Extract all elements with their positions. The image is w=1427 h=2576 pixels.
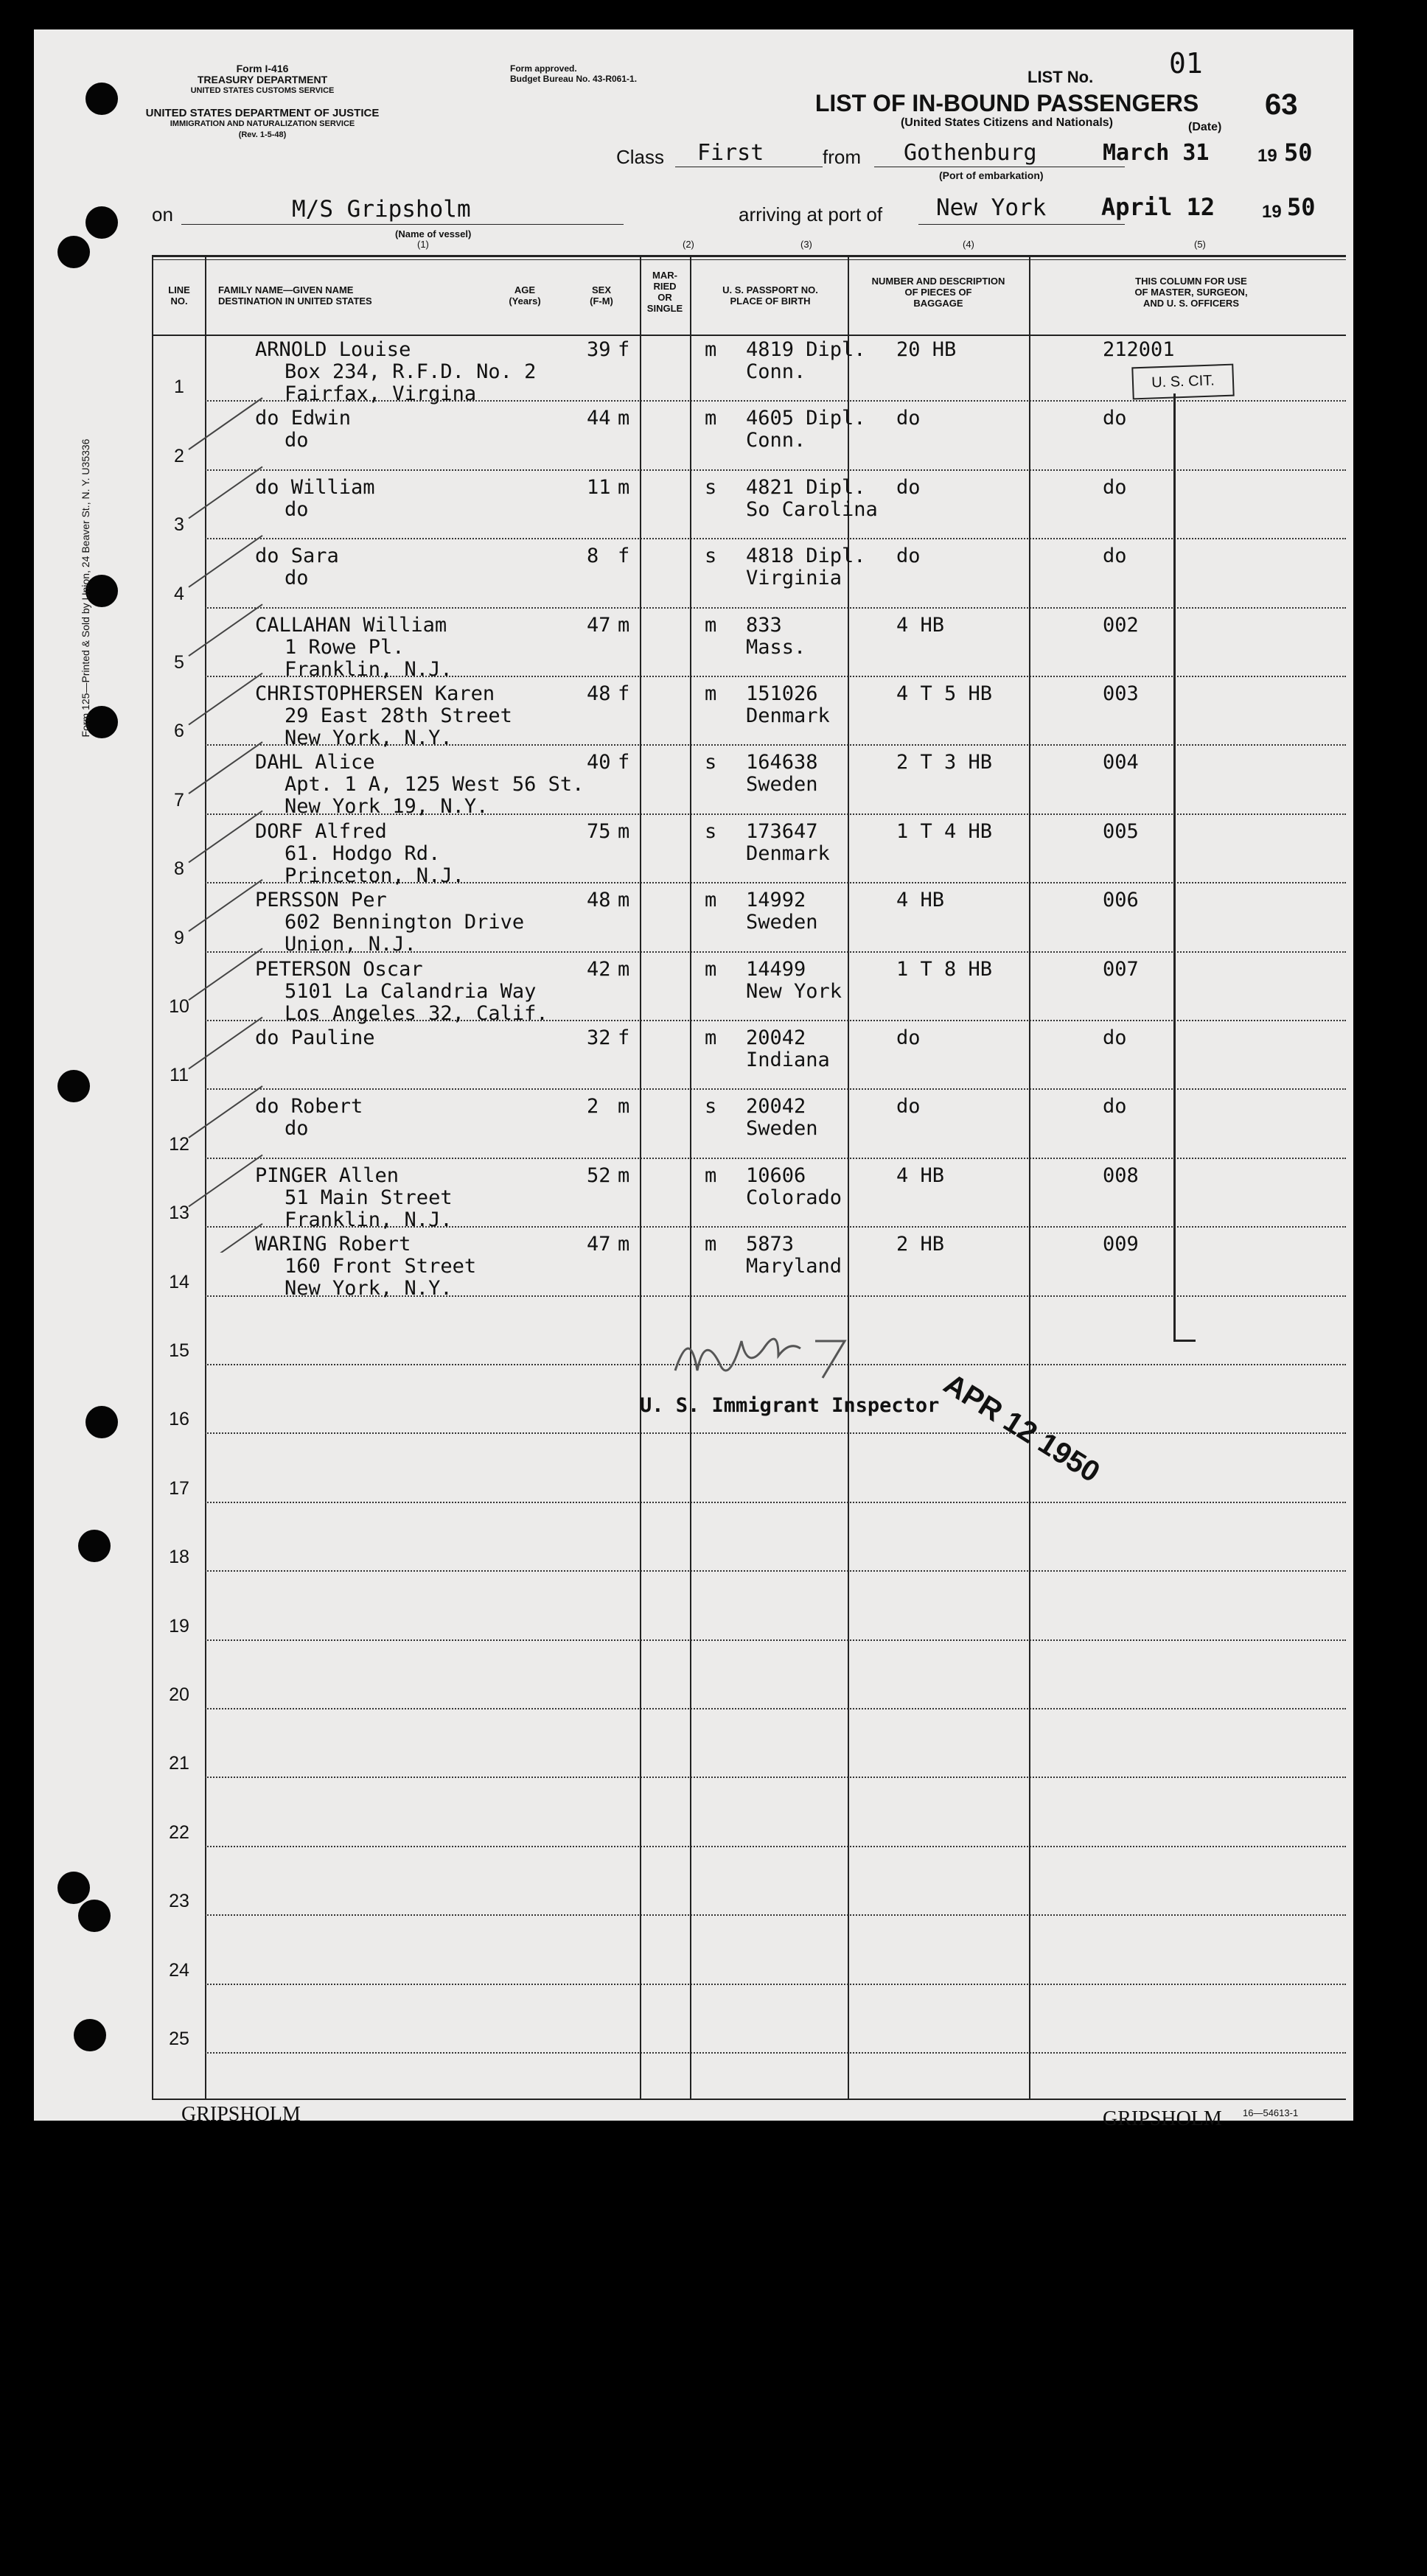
- passenger-marital-status: m: [705, 1233, 717, 1256]
- passport-number: 5873: [746, 1233, 795, 1256]
- column-number-3-header: (3): [800, 239, 812, 250]
- footer-code: 16—54613-1: [1243, 2107, 1299, 2118]
- line-number: 16: [169, 1409, 189, 1430]
- justice-header-block: [144, 108, 380, 141]
- passport-number: 164638: [746, 751, 818, 774]
- passenger-address-1: do: [285, 497, 309, 521]
- passenger-age: 44: [587, 407, 611, 430]
- line-number: 23: [169, 1891, 189, 1912]
- column-divider: [690, 255, 691, 2099]
- page-title: LIST OF IN-BOUND PASSENGERS: [814, 90, 1199, 116]
- passenger-name: CHRISTOPHERSEN Karen: [255, 682, 495, 705]
- form-header-block: [144, 63, 380, 97]
- passenger-sex: m: [618, 613, 630, 637]
- vessel-underline: [181, 224, 624, 225]
- arrival-year: 50: [1287, 193, 1316, 221]
- line-number: 1: [174, 377, 184, 398]
- line-number: 14: [169, 1271, 189, 1292]
- row-separator: [205, 1502, 1346, 1503]
- column-header-line-no: LINE NO.: [168, 284, 190, 307]
- passenger-name: do Sara: [255, 545, 339, 568]
- column-divider: [640, 255, 641, 2099]
- line-number: 21: [169, 1753, 189, 1774]
- passenger-address-1: do: [285, 429, 309, 452]
- passenger-sex: m: [618, 1095, 630, 1119]
- passport-number: 14992: [746, 889, 806, 912]
- passport-number: 4821 Dipl.: [746, 475, 866, 499]
- column-header-sex: SEX (F-M): [590, 284, 613, 307]
- line-number: 3: [174, 514, 184, 536]
- passenger-sex: f: [618, 545, 630, 568]
- passenger-name: do Edwin: [255, 407, 352, 430]
- officer-note: 006: [1103, 889, 1139, 912]
- citizen-bracket: [1173, 393, 1176, 1340]
- place-of-birth: Colorado: [746, 1186, 842, 1209]
- place-of-birth: Sweden: [746, 911, 818, 934]
- passenger-name: PINGER Allen: [255, 1163, 400, 1187]
- passenger-marital-status: m: [705, 889, 717, 912]
- officer-note: 009: [1103, 1233, 1139, 1256]
- line-number: 10: [169, 996, 189, 1017]
- passport-number: 4605 Dipl.: [746, 407, 866, 430]
- place-of-birth: New York: [746, 979, 842, 1003]
- passenger-sex: f: [618, 338, 630, 361]
- line-number: 4: [174, 583, 184, 604]
- column-header-married: MAR- RIED OR SINGLE: [646, 270, 683, 314]
- line-number: 22: [169, 1821, 189, 1843]
- passenger-name: do Pauline: [255, 1026, 375, 1049]
- officer-note: 008: [1103, 1163, 1139, 1187]
- passenger-sex: f: [618, 682, 630, 705]
- punch-hole: [86, 83, 118, 115]
- punch-hole: [57, 1872, 90, 1904]
- passenger-age: 39: [587, 338, 611, 361]
- passenger-age: 47: [587, 1233, 611, 1256]
- passenger-marital-status: m: [705, 682, 717, 705]
- footer-vessel-right: GRIPSHOLM: [1103, 2107, 1222, 2130]
- list-no-label: LIST No.: [1027, 68, 1094, 86]
- passenger-sex: m: [618, 475, 630, 499]
- baggage-description: 20 HB: [896, 338, 957, 361]
- line-number: 2: [174, 445, 184, 466]
- column-number-5-header: (5): [1194, 239, 1206, 250]
- footer-vessel-left: GRIPSHOLM: [181, 2103, 301, 2126]
- officer-note: 002: [1103, 613, 1139, 637]
- place-of-birth: Sweden: [746, 773, 818, 797]
- officer-note: 005: [1103, 819, 1139, 843]
- table-left-border: [152, 255, 153, 2099]
- from-value: Gothenburg: [904, 140, 1037, 166]
- passenger-name: DORF Alfred: [255, 819, 387, 843]
- baggage-description: do: [896, 1026, 921, 1049]
- row-separator: [205, 1914, 1346, 1916]
- passenger-address-1: do: [285, 567, 309, 590]
- baggage-description: do: [896, 1095, 921, 1119]
- date-stamp: APR 12 1950: [938, 1368, 1106, 1489]
- list-no-top: 01: [1169, 47, 1203, 80]
- passenger-name: DAHL Alice: [255, 751, 375, 774]
- passenger-age: 48: [587, 889, 611, 912]
- arrival-date: April 12: [1101, 193, 1215, 221]
- passport-number: 4819 Dipl.: [746, 338, 866, 361]
- place-of-birth: Conn.: [746, 360, 806, 383]
- place-of-birth: So Carolina: [746, 497, 878, 521]
- column-number-4-header: (4): [963, 239, 974, 250]
- column-number-2-header: (2): [683, 239, 694, 250]
- pencil-check-marks: [181, 368, 373, 1253]
- column-header-baggage: NUMBER AND DESCRIPTION OF PIECES OF BAGGAGE: [871, 276, 1005, 309]
- vessel-name-label: (Name of vessel): [395, 228, 472, 239]
- baggage-description: 4 HB: [896, 613, 945, 637]
- passenger-address-1: 160 Front Street: [285, 1255, 477, 1278]
- officer-note: 212001: [1103, 338, 1175, 361]
- line-number: 20: [169, 1684, 189, 1705]
- row-separator: [205, 1984, 1346, 1985]
- column-header-name: FAMILY NAME—GIVEN NAME DESTINATION IN UNITED STATES: [218, 284, 372, 307]
- passenger-age: 11: [587, 475, 611, 499]
- passenger-address-2: Princeton, N.J.: [285, 864, 464, 887]
- punch-hole: [78, 1530, 111, 1562]
- place-of-birth: Denmark: [746, 841, 830, 865]
- class-value: First: [697, 140, 764, 166]
- place-of-birth: Sweden: [746, 1117, 818, 1141]
- baggage-description: 2 T 3 HB: [896, 751, 993, 774]
- column-number-1: (1): [417, 239, 429, 250]
- us-citizen-stamp: [1131, 364, 1234, 400]
- place-of-birth: Conn.: [746, 429, 806, 452]
- port-embarkation-label: (Port of embarkation): [939, 169, 1044, 181]
- line-number: 17: [169, 1477, 189, 1499]
- place-of-birth: Maryland: [746, 1255, 842, 1278]
- punch-hole: [74, 2019, 106, 2051]
- departure-date: March 31: [1103, 140, 1210, 166]
- column-divider: [1029, 255, 1030, 2099]
- passenger-name: PERSSON Per: [255, 889, 387, 912]
- punch-hole: [57, 236, 90, 268]
- page-subtitle: (United States Citizens and Nationals): [900, 116, 1114, 129]
- passenger-marital-status: m: [705, 613, 717, 637]
- passport-number: 10606: [746, 1163, 806, 1187]
- passenger-age: 40: [587, 751, 611, 774]
- list-no-value: 63: [1265, 88, 1298, 121]
- passenger-age: 75: [587, 819, 611, 843]
- officer-note: do: [1103, 475, 1127, 499]
- passenger-age: 32: [587, 1026, 611, 1049]
- line-number: 24: [169, 1959, 189, 1981]
- baggage-description: 1 T 8 HB: [896, 957, 993, 981]
- column-header-passport: U. S. PASSPORT NO. PLACE OF BIRTH: [722, 284, 818, 307]
- officer-note: 004: [1103, 751, 1139, 774]
- passenger-marital-status: s: [705, 545, 717, 568]
- passport-number: 833: [746, 613, 782, 637]
- passenger-sex: m: [618, 819, 630, 843]
- line-number: 15: [169, 1340, 189, 1361]
- punch-hole: [78, 1900, 111, 1932]
- passport-number: 14499: [746, 957, 806, 981]
- passenger-age: 47: [587, 613, 611, 637]
- passport-number: 20042: [746, 1095, 806, 1119]
- passenger-sex: f: [618, 751, 630, 774]
- passenger-address-1: 5101 La Calandria Way: [285, 979, 537, 1003]
- baggage-description: 2 HB: [896, 1233, 945, 1256]
- baggage-description: do: [896, 407, 921, 430]
- baggage-description: do: [896, 475, 921, 499]
- service-name: IMMIGRATION AND NATURALIZATION SERVICE: [170, 119, 355, 128]
- passenger-address-2: New York, N.Y.: [285, 727, 453, 749]
- passenger-address-2: New York 19, N.Y.: [285, 795, 489, 819]
- passenger-name: WARING Robert: [255, 1233, 411, 1256]
- row-separator: [205, 1777, 1346, 1778]
- inspector-title: U. S. Immigrant Inspector: [640, 1394, 940, 1417]
- table-bottom-border: [152, 2099, 1346, 2100]
- table-header-divider: [152, 335, 1346, 336]
- year-prefix: 19: [1257, 146, 1277, 166]
- arrival-port: New York: [936, 195, 1047, 221]
- passenger-address-1: 61. Hodgo Rd.: [285, 841, 441, 865]
- line-number: 18: [169, 1547, 189, 1568]
- passenger-marital-status: m: [705, 407, 717, 430]
- passenger-address-2: Union, N.J.: [285, 933, 416, 956]
- line-number: 12: [169, 1133, 189, 1155]
- punch-hole: [86, 206, 118, 239]
- line-number: 5: [174, 652, 184, 673]
- passenger-sex: m: [618, 407, 630, 430]
- approval-block: [510, 63, 637, 84]
- passenger-age: 42: [587, 957, 611, 981]
- passenger-address-1: Box 234, R.F.D. No. 2: [285, 360, 537, 383]
- passenger-age: 2: [587, 1095, 599, 1119]
- from-label: from: [823, 146, 861, 168]
- passenger-marital-status: m: [705, 338, 717, 361]
- passenger-marital-status: s: [705, 1095, 717, 1119]
- line-number: 13: [169, 1203, 189, 1224]
- line-number: 9: [174, 927, 184, 948]
- baggage-description: 1 T 4 HB: [896, 819, 993, 843]
- citizen-bracket-foot: [1173, 1340, 1196, 1342]
- column-header-officers: THIS COLUMN FOR USE OF MASTER, SURGEON, AND U. S. OFFICERS: [1134, 276, 1248, 309]
- line-number: 19: [169, 1615, 189, 1637]
- passenger-address-1: do: [285, 1117, 309, 1141]
- class-label: Class: [616, 146, 665, 168]
- passenger-name: PETERSON Oscar: [255, 957, 423, 981]
- passenger-age: 52: [587, 1163, 611, 1187]
- baggage-description: 4 HB: [896, 889, 945, 912]
- passport-number: 173647: [746, 819, 818, 843]
- row-separator: [205, 1570, 1346, 1572]
- passenger-sex: m: [618, 1233, 630, 1256]
- officer-note: do: [1103, 545, 1127, 568]
- baggage-description: 4 HB: [896, 1163, 945, 1187]
- table-top-border: [152, 255, 1346, 257]
- row-separator: [205, 1708, 1346, 1709]
- arrival-year-prefix: 19: [1262, 202, 1282, 222]
- passenger-address-2: Fairfax, Virgina: [285, 382, 477, 405]
- passport-number: 4818 Dipl.: [746, 545, 866, 568]
- punch-hole: [86, 1406, 118, 1438]
- passenger-address-1: 602 Bennington Drive: [285, 911, 525, 934]
- passenger-name: ARNOLD Louise: [255, 338, 411, 361]
- line-number: 7: [174, 789, 184, 811]
- passenger-address-2: Franklin, N.J.: [285, 1208, 453, 1231]
- vessel-name: M/S Gripsholm: [292, 196, 471, 223]
- department-name: UNITED STATES DEPARTMENT OF JUSTICE: [145, 107, 380, 119]
- passenger-sex: m: [618, 957, 630, 981]
- passenger-address-2: Franklin, N.J.: [285, 657, 453, 681]
- passport-number: 151026: [746, 682, 818, 705]
- line-number: 25: [169, 2029, 189, 2049]
- passenger-sex: f: [618, 1026, 630, 1049]
- line-number: 6: [174, 721, 184, 742]
- punch-hole: [57, 1070, 90, 1102]
- passenger-marital-status: m: [705, 1163, 717, 1187]
- date-label: (Date): [1188, 121, 1222, 133]
- port-underline: [918, 224, 1125, 225]
- passenger-address-2: Los Angeles 32, Calif.: [285, 1001, 548, 1025]
- column-divider: [848, 255, 849, 2099]
- officer-note: do: [1103, 1095, 1127, 1119]
- place-of-birth: Denmark: [746, 704, 830, 727]
- departure-year: 50: [1284, 139, 1313, 167]
- row-separator: [205, 1432, 1346, 1434]
- column-header-age: AGE (Years): [509, 284, 541, 307]
- passenger-sex: m: [618, 889, 630, 912]
- us-citizen-stamp-text: U. S. CIT.: [1151, 372, 1215, 391]
- passenger-address-2: New York, N.Y.: [285, 1277, 453, 1301]
- officer-note: do: [1103, 1026, 1127, 1049]
- approval-text: Form approved.: [510, 63, 577, 74]
- printer-side-text: Form 125—Printed & Sold by Union, 24 Beaver St., N. Y. U35336: [80, 438, 91, 738]
- passenger-marital-status: s: [705, 475, 717, 499]
- revision-date: (Rev. 1-5-48): [238, 130, 287, 139]
- place-of-birth: Indiana: [746, 1049, 830, 1071]
- manifest-sheet: [34, 29, 1353, 2130]
- passenger-marital-status: s: [705, 819, 717, 843]
- passenger-marital-status: m: [705, 1026, 717, 1049]
- passenger-age: 48: [587, 682, 611, 705]
- passenger-name: do Robert: [255, 1095, 363, 1119]
- line-number: 11: [170, 1065, 189, 1086]
- passenger-sex: m: [618, 1163, 630, 1187]
- passenger-name: CALLAHAN William: [255, 613, 447, 637]
- line-number: 8: [174, 858, 184, 880]
- service-name: UNITED STATES CUSTOMS SERVICE: [190, 86, 335, 95]
- passport-number: 20042: [746, 1026, 806, 1049]
- passenger-address-1: 51 Main Street: [285, 1186, 453, 1209]
- on-label: on: [152, 203, 173, 225]
- passenger-marital-status: m: [705, 957, 717, 981]
- passenger-address-1: 1 Rowe Pl.: [285, 635, 405, 659]
- baggage-description: 4 T 5 HB: [896, 682, 993, 705]
- department-name: TREASURY DEPARTMENT: [197, 74, 328, 85]
- passenger-marital-status: s: [705, 751, 717, 774]
- baggage-description: do: [896, 545, 921, 568]
- row-separator: [205, 1639, 1346, 1641]
- passenger-age: 8: [587, 545, 599, 568]
- officer-note: 007: [1103, 957, 1139, 981]
- passenger-address-1: Apt. 1 A, 125 West 56 St.: [285, 773, 585, 797]
- place-of-birth: Virginia: [746, 567, 842, 590]
- passenger-name: do William: [255, 475, 375, 499]
- passenger-address-1: 29 East 28th Street: [285, 704, 512, 727]
- table-top-border-inner: [152, 259, 1346, 260]
- form-number: Form I-416: [236, 63, 289, 74]
- officer-note: 003: [1103, 682, 1139, 705]
- place-of-birth: Mass.: [746, 635, 806, 659]
- row-separator: [205, 2052, 1346, 2054]
- officer-note: do: [1103, 407, 1127, 430]
- row-separator: [205, 1846, 1346, 1847]
- budget-bureau-no: Budget Bureau No. 43-R061-1.: [510, 74, 638, 84]
- arriving-label: arriving at port of: [739, 203, 883, 225]
